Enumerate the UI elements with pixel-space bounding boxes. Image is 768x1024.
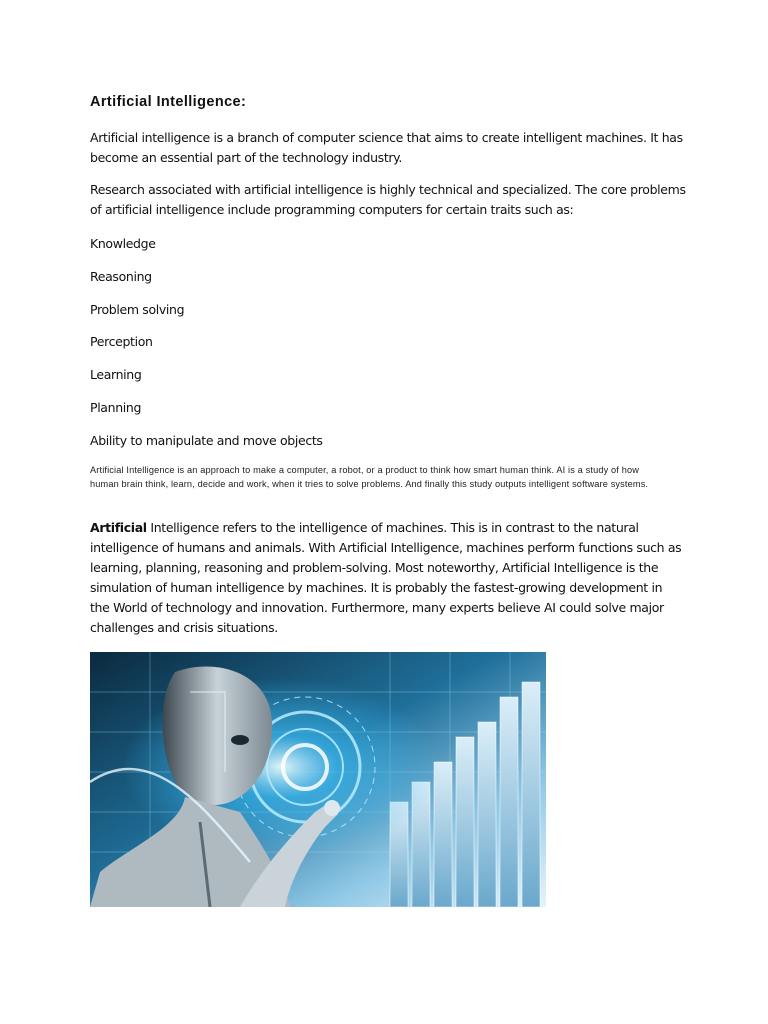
- trait-item: Ability to manipulate and move objects: [90, 433, 323, 448]
- trait-item: Planning: [90, 400, 142, 415]
- trait-item: Problem solving: [90, 302, 185, 317]
- small-print-paragraph: Artificial Intelligence is an approach to make a computer, a robot, or a product to think how smart human think. AI is a study of how human brain think, learn, decide and work, when it tries to solve problems. And finally this study outputs intelligent software systems.: [90, 465, 649, 489]
- trait-item: Knowledge: [90, 236, 156, 251]
- definition-lead: Artificial: [90, 520, 147, 535]
- research-paragraph: Research associated with artificial intelligence is highly technical and specialized. The core problems of artificial intelligence include programming computers for certain traits such as:: [90, 182, 686, 217]
- robot-illustration: [90, 652, 546, 907]
- intro-paragraph: Artificial intelligence is a branch of computer science that aims to create intelligent machines. It has become an essential part of the technology industry.: [90, 130, 683, 165]
- robot-hologram-icon: [90, 652, 546, 907]
- page-title: Artificial Intelligence:: [90, 94, 247, 110]
- definition-paragraph: [90, 518, 685, 638]
- definition-body: Intelligence refers to the intelligence of machines. This is in contrast to the natural intelligence of humans and animals. With Artificial Intelligence, machines perform functions such as learning, planning, reasoning and problem-solving. Most noteworthy, Artificial Intelligence is the simulation of human intelligence by machines. It is probably the fastest-growing development in the World of technology and innovation. Furthermore, many experts believe AI could solve major challenges and crisis situations.: [90, 520, 682, 635]
- trait-item: Reasoning: [90, 269, 152, 284]
- trait-item: Perception: [90, 334, 153, 349]
- trait-item: Learning: [90, 367, 142, 382]
